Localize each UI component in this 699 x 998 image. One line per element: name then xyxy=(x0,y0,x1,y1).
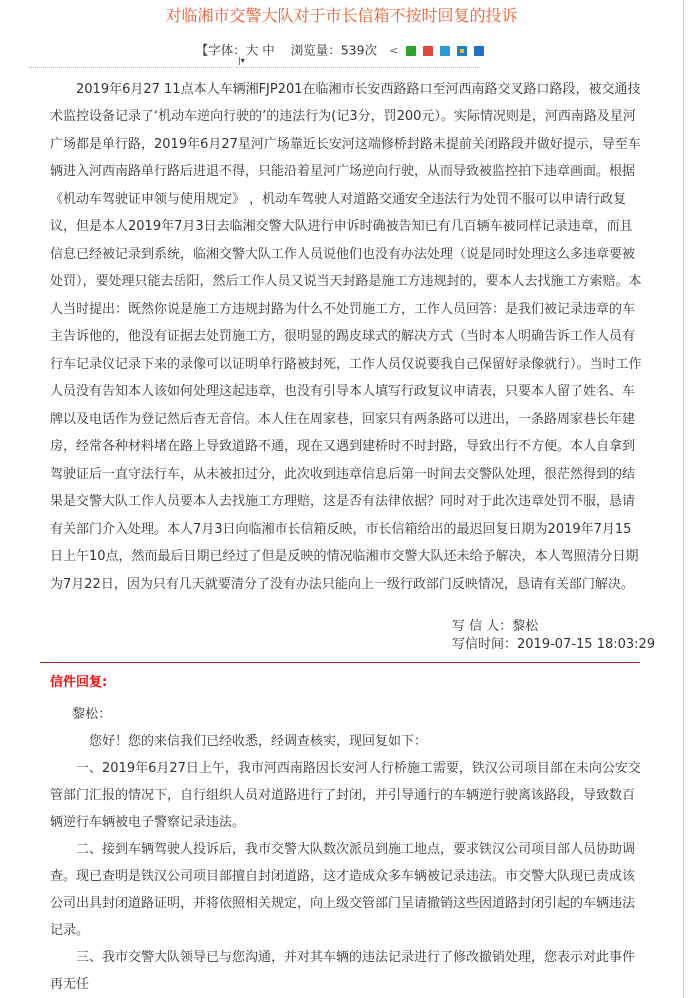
reply-label: 信件回复: xyxy=(50,675,108,691)
reply-divider xyxy=(40,662,640,663)
reply-paragraph: 二、接到车辆驾驶人投诉后，我市交警大队数次派员到施工地点，要求铁汉公司项目部人员协助调查。现已查明是铁汉公司项目部擅自封闭道路，这才造成众多车辆被记录违法。市交警大队现已责成该公司出具封闭道路证明，并将依照相关规定，向上级交管部门呈请撤销这些因道路封闭引起的车辆违法记录。 xyxy=(50,842,636,939)
caret-row xyxy=(0,55,683,67)
page-right-border xyxy=(683,0,684,998)
time-label: 写信时间： xyxy=(452,637,518,653)
letter-time: 2019-07-15 18:03:29 xyxy=(517,637,656,653)
renren-icon[interactable] xyxy=(474,46,484,56)
views-count: 539 xyxy=(340,42,365,58)
cursor-caret-icon: |▾ xyxy=(238,55,245,65)
share-icon[interactable]: < xyxy=(389,43,399,57)
wechat-icon[interactable] xyxy=(406,46,416,56)
font-medium-link[interactable]: 中 xyxy=(262,42,275,58)
share-bar xyxy=(389,40,487,61)
reply-hello: 您好！您的来信我们已经收悉，经调查核实，现回复如下： xyxy=(89,734,428,750)
qzone-icon[interactable] xyxy=(440,46,450,56)
article-meta xyxy=(0,40,683,61)
page-title: 对临湘市交警大队对于市长信箱不按时回复的投诉 xyxy=(165,6,518,25)
dotted-divider xyxy=(28,67,480,68)
reply-paragraph: 三、我市交警大队领导已与您沟通，并对其车辆的违法记录进行了修改撤销处理，您表示对此事件再无任 xyxy=(50,950,636,993)
letter-body xyxy=(50,76,642,599)
weibo-icon[interactable] xyxy=(423,46,433,56)
reply-paragraph: 一、2019年6月27日上午，我市河西南路因长安河人行桥施工需要，铁汉公司项目部在未向公安交管部门汇报的情况下，自行组织人员对道路进行了封闭，并引导通行的车辆逆行驶离该路段，导致数百辆逆行车辆被电子警察记录违法。 xyxy=(50,761,641,831)
reply-body xyxy=(50,701,642,998)
writer-name: 黎松 xyxy=(512,619,539,635)
writer-label: 写 信 人： xyxy=(452,619,513,635)
views-unit: 次 xyxy=(364,42,378,58)
font-large-link[interactable]: 大 xyxy=(245,42,259,58)
reply-greeting: 黎松： xyxy=(72,707,112,723)
font-size-label: 【字体： xyxy=(195,42,246,58)
letter-signature xyxy=(452,618,683,654)
favorite-icon[interactable] xyxy=(457,46,467,56)
views-label: 浏览量： xyxy=(290,42,341,58)
letter-paragraph: 2019年6月27 11点本人车辆湘FJP201在临湘市长安西路路口至河西南路交叉路口路段，被交通技术监控设备记录了‘机动车逆向行驶的’的违法行为(记3分，罚200元）。实际情况则是，河西南路及星河广场都是单行路，2019年6月27星河广场靠近长安河这端修桥封路未提前关闭路段并做好提示，导至车辆进入河西南路单行路后进退不得，只能沿着星河广场逆向行驶，从而导致被监控拍下违章画面。根据《机动车驾驶证申领与使用规定》 ，机动车驾驶人对道路交通安全违法行为处罚不服可以申请行政复议，但是本人2019年7月3日去临湘交警大队进行申诉时确被告知已有几百辆车被同样记录违章，而且信息已经被记录到系统，临湘交警大队工作人员说他们也没有办法处理（说是同时处理这么多违章要被处罚），要处理只能去岳阳，然后工作人员又说当天封路是施工方违规封的，要本人去找施工方索赔。本人当时提出：既然你说是施工方违规封路为什么不处罚施工方，工作人员回答：是我们被记录违章的车主告诉他的，他没有证据去处罚施工方，很明显的踢皮球式的解决方式（当时本人明确告诉工作人员有行车记录仪记录下来的录像可以证明单行路被封死，工作人员仅说要我自己保留好录像就行）。当时工作人员没有告知本人该如何处理这起违章，也没有引导本人填写行政复议申请表，只要本人留了姓名、车牌以及电话作为登记然后杳无音信。本人住在周家巷，回家只有两条路可以进出，一条路周家巷长年建房，经常各种材料堵在路上导致道路不通，现在又遇到建桥时不时封路，导致出行不方便。本人自拿到驾驶证后一直守法行车，从未被扣过分，此次收到违章信息后第一时间去交警队处理，很茫然得到的结果是交警大队工作人员要本人去找施工方理赔，这是否有法律依据？同时对于此次违章处罚不服，恳请有关部门介入处理。本人7月3日向临湘市长信箱反映，市长信箱给出的最迟回复日期为2019年7月15日上午10点，然而最后日期已经过了但是反映的情况临湘市交警大队还未给予解决，本人驾照清分日期为7月22日，因为只有几天就要清分了没有办法只能向上一级行政部门反映情况，恳请有关部门解决。 xyxy=(50,81,642,592)
